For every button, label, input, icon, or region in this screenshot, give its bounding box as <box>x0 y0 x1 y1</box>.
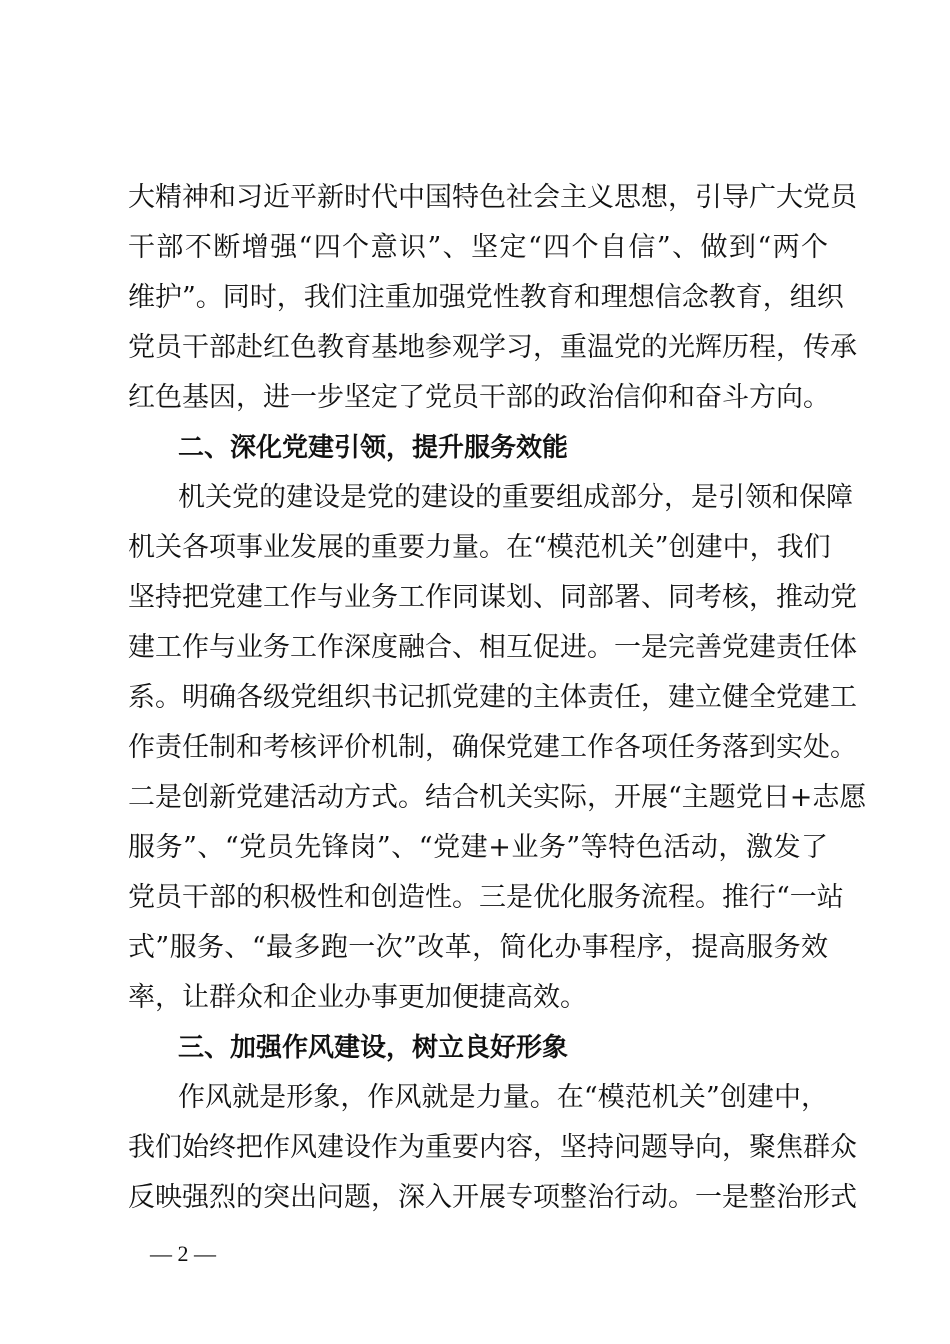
section-heading-3: 三、加强作风建设，树立良好形象 <box>178 1033 569 1063</box>
body-text-line: 服务”、“党员先锋岗”、“党建+业务”等特色活动，激发了 <box>128 832 828 863</box>
body-text-line: 党员干部赴红色教育基地参观学习，重温党的光辉历程，传承 <box>128 332 857 363</box>
body-text-line: 作责任制和考核评价机制，确保党建工作各项任务落到实处。 <box>128 732 857 763</box>
body-text-line: 红色基因，进一步坚定了党员干部的政治信仰和奋斗方向。 <box>128 382 830 413</box>
body-text-line: 式”服务、“最多跑一次”改革，简化办事程序，提高服务效 <box>128 932 828 963</box>
body-text-line: 系。明确各级党组织书记抓党建的主体责任，建立健全党建工 <box>128 682 857 713</box>
body-text-line: 二是创新党建活动方式。结合机关实际，开展“主题党日+志愿 <box>128 782 867 813</box>
body-text-line: 坚持把党建工作与业务工作同谋划、同部署、同考核，推动党 <box>128 582 857 613</box>
page-number: — 2 — <box>150 1241 216 1266</box>
body-text-line: 我们始终把作风建设作为重要内容，坚持问题导向，聚焦群众 <box>128 1132 857 1163</box>
body-text-line: 建工作与业务工作深度融合、相互促进。一是完善党建责任体 <box>128 632 857 663</box>
body-text-line: 机关各项事业发展的重要力量。在“模范机关”创建中，我们 <box>128 532 831 563</box>
body-text-line: 率，让群众和企业办事更加便捷高效。 <box>128 982 587 1013</box>
body-text-line: 大精神和习近平新时代中国特色社会主义思想，引导广大党员 <box>128 182 857 213</box>
body-text-line: 干部不断增强“四个意识”、坚定“四个自信”、做到“两个 <box>128 232 828 263</box>
body-text-line: 机关党的建设是党的建设的重要组成部分，是引领和保障 <box>178 482 853 513</box>
body-text-line: 维护”。同时，我们注重加强党性教育和理想信念教育，组织 <box>128 282 844 313</box>
body-text-line: 反映强烈的突出问题，深入开展专项整治行动。一是整治形式 <box>128 1182 857 1213</box>
body-text-line: 作风就是形象，作风就是力量。在“模范机关”创建中， <box>178 1082 828 1113</box>
section-heading-2: 二、深化党建引领，提升服务效能 <box>178 433 569 463</box>
body-text-line: 党员干部的积极性和创造性。三是优化服务流程。推行“一站 <box>128 882 844 913</box>
